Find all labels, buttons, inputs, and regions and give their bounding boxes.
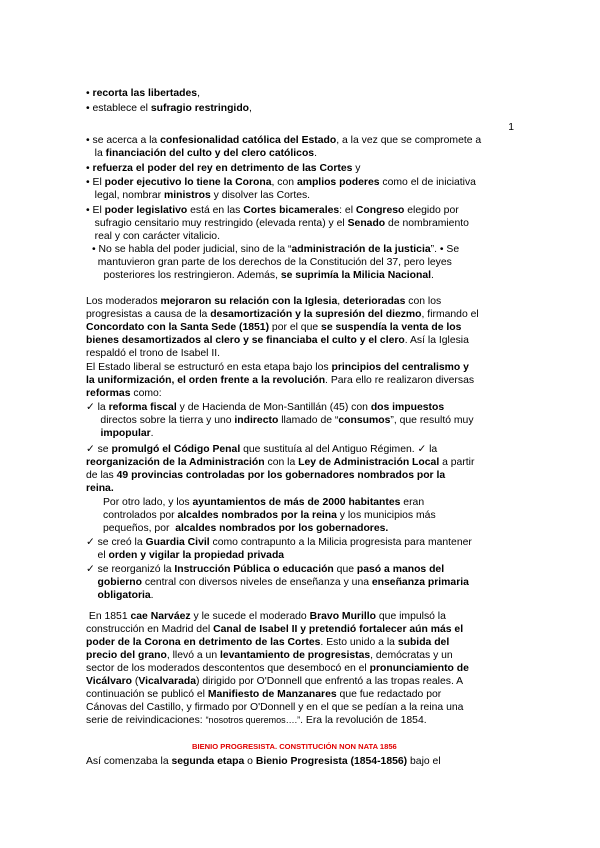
- bullet-recorta-libertades: • recorta las libertades,: [86, 88, 200, 99]
- reform-fiscal: ✓ la reforma fiscal y de Hacienda de Mon-Santillán (45) con dos impuestos directos sobre la tierra y uno indirecto llamado de “consumos”, que resultó muy impopular.: [86, 402, 474, 439]
- paragraph-bravo-murillo: En 1851 cae Narváez y le sucede el moderado Bravo Murillo que impulsó la construcción en Madrid del Canal de Isabel II y pretendió fortalecer aún más el poder de la Corona en detrimento de las Cortes. Esto unido a la subida del precio del grano, llevó a un levantamiento de progresistas, demócratas y un sector de los moderados descontentos que desembocó en el pronunciamiento de Vicálvaro (Vicalvarada) dirigido por O'Donnell que enfrentó a las tropas reales. A continuación se publicó el Manifiesto de Manzanares que fue redactado por Cánovas del Castillo, y firmado por O'Donnell y en el que se pedían a la reina una serie de reivindicaciones: “nosotros queremos….”. Era la revolución de 1854.: [86, 611, 469, 726]
- section-heading-bienio: BIENIO PROGRESISTA. CONSTITUCIÓN NON NATA 1856: [192, 742, 397, 751]
- paragraph-estado-liberal: El Estado liberal se estructuró en esta etapa bajo los principios del centralismo y la uniformización, el orden frente a la revolución. Para ello re realizaron diversas reformas como:: [86, 362, 475, 399]
- page-number: 1: [508, 122, 514, 133]
- bullet-poder-judicial: • No se habla del poder judicial, sino de la “administración de la justicia”. • Se mantuvieron gran parte de los derechos de la Constitución del 37, pero leyes posteriores los restringieron. Además, se suprimía la Milicia Nacional.: [92, 244, 460, 281]
- reform-guardia-civil: ✓ se creó la Guardia Civil como contrapunto a la Milicia progresista para mantener el orden y vigilar la propiedad privada: [86, 537, 472, 561]
- reform-instruccion-publica: ✓ se reorganizó la Instrucción Pública o educación que pasó a manos del gobierno central con diversos niveles de enseñanza y una enseñanza primaria obligatoria.: [86, 564, 469, 601]
- bullet-poder-rey: • refuerza el poder del rey en detrimento de las Cortes y: [86, 163, 361, 174]
- bullet-confesionalidad: • se acerca a la confesionalidad católica del Estado, a la vez que se compromete a la financiación del culto y del clero católicos.: [86, 135, 482, 159]
- paragraph-segunda-etapa: Así comenzaba la segunda etapa o Bienio Progresista (1854-1856) bajo el: [86, 756, 441, 767]
- bullet-sufragio-restringido: • establece el sufragio restringido,: [86, 103, 252, 114]
- bullet-poder-ejecutivo: • El poder ejecutivo lo tiene la Corona, con amplios poderes como el de iniciativa legal, nombrar ministros y disolver las Cortes.: [86, 177, 476, 201]
- paragraph-moderados-iglesia: Los moderados mejoraron su relación con la Iglesia, deterioradas con los progresistas a causa de la desamortización y la supresión del diezmo, firmando el Concordato con la Santa Sede (1851) por el que se suspendía la venta de los bienes desamortizados al clero y se financiaba el culto y el clero. Así la Iglesia respaldó el trono de Isabel II.: [86, 296, 479, 359]
- bullet-poder-legislativo: • El poder legislativo está en las Cortes bicamerales: el Congreso elegido por sufragio censitario muy restringido (elevada renta) y el Senado de nombramiento real y con carácter vitalicio.: [86, 205, 469, 242]
- paragraph-ayuntamientos: Por otro lado, y los ayuntamientos de más de 2000 habitantes eran controlados por alcaldes nombrados por la reina y los municipios más pequeños, por alcaldes nombrados por los gobernadores.: [103, 497, 436, 534]
- reform-codigo-penal: ✓ se promulgó el Código Penal que sustituía al del Antiguo Régimen. ✓ la reorganización de la Administración con la Ley de Administración Local a partir de las 49 provincias controladas por los gobernadores nombrados por la reina.: [86, 444, 475, 494]
